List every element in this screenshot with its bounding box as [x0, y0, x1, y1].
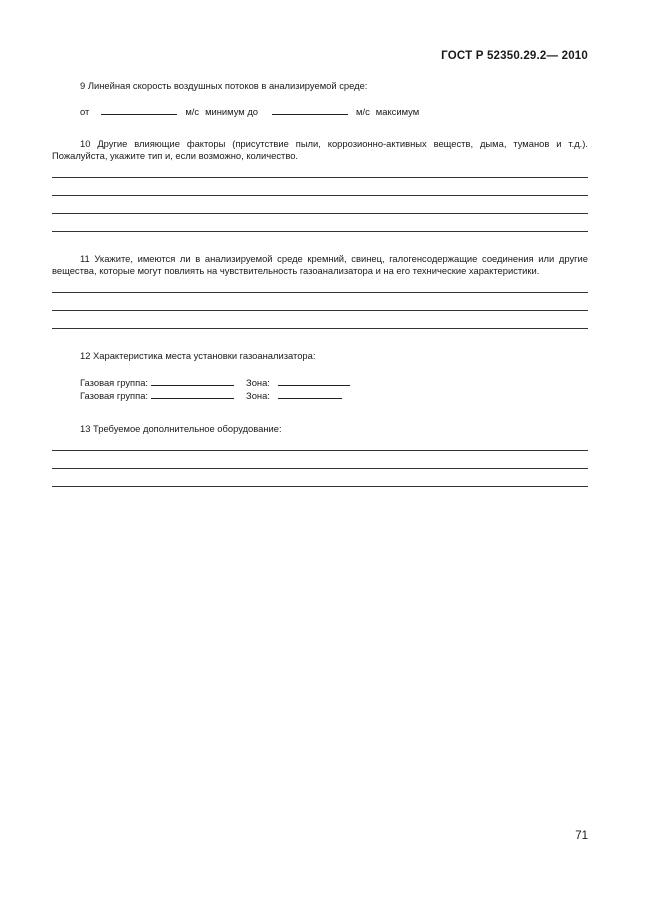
speed-unit-1: м/с [185, 106, 200, 117]
gas-group-row [52, 376, 588, 389]
gas-group-field[interactable] [151, 377, 234, 386]
zone-field[interactable] [278, 390, 342, 399]
answer-line[interactable] [52, 486, 588, 487]
answer-line[interactable] [52, 450, 588, 451]
question-10-text: 10 Другие влияющие факторы (присутствие пыли, коррозионно-активных веществ, дыма, туманов и т.д.). Пожалуйста, укажите тип и, если возможно, количество. [52, 138, 588, 161]
speed-max-field[interactable] [272, 106, 348, 115]
speed-min-label: минимум до [205, 106, 259, 117]
speed-max-label: максимум [375, 106, 420, 117]
question-12-text: 12 Характеристика места установки газоанализатора: [80, 350, 316, 361]
question-11-answer-lines [52, 292, 588, 329]
answer-line[interactable] [52, 213, 588, 214]
speed-unit-2: м/с [356, 106, 370, 117]
answer-line[interactable] [52, 292, 588, 293]
answer-line[interactable] [52, 310, 588, 311]
answer-line[interactable] [52, 177, 588, 178]
answer-line[interactable] [52, 195, 588, 196]
zone-field[interactable] [278, 377, 350, 386]
form-content [52, 80, 588, 487]
answer-line[interactable] [52, 468, 588, 469]
zone-label: Зона: [246, 377, 270, 388]
speed-range-row [52, 106, 588, 117]
document-header: ГОСТ Р 52350.29.2— 2010 [441, 50, 588, 62]
speed-from-label: от [80, 106, 90, 117]
question-13-text: 13 Требуемое дополнительное оборудование: [80, 423, 282, 434]
gas-group-field[interactable] [151, 390, 234, 399]
question-9-text: 9 Линейная скорость воздушных потоков в анализируемой среде: [80, 80, 368, 91]
question-13-answer-lines [52, 450, 588, 487]
page-number: 71 [575, 830, 588, 842]
question-10-answer-lines [52, 177, 588, 232]
zone-label: Зона: [246, 390, 270, 401]
gas-group-label: Газовая группа: [80, 377, 149, 388]
speed-min-field[interactable] [101, 106, 177, 115]
gas-group-row [52, 389, 588, 402]
question-11-text: 11 Укажите, имеются ли в анализируемой среде кремний, свинец, галогенсодержащие соединения или другие вещества, которые могут повлиять на чувствительность газоанализатора и на его технические характеристики. [52, 253, 588, 276]
gas-group-label: Газовая группа: [80, 390, 149, 401]
